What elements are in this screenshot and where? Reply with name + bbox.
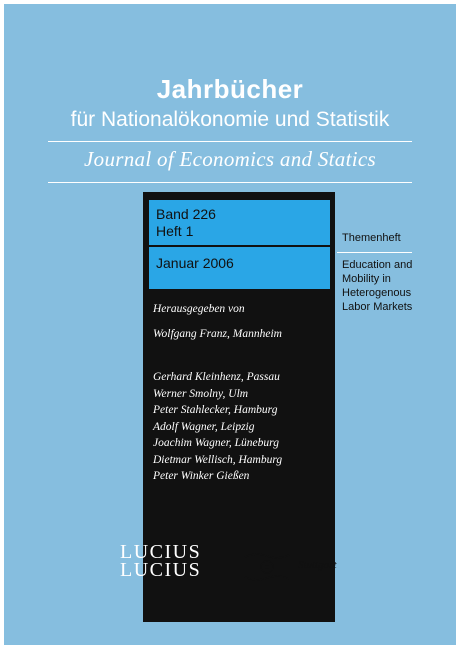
editor-item: Joachim Wagner, Lüneburg	[153, 437, 279, 449]
theme-topic-line: Labor Markets	[342, 301, 413, 313]
journal-subtitle: für Nationalökonomie und Statistik	[70, 108, 390, 131]
theme-topic-line: Mobility in	[342, 273, 391, 285]
journal-title: Jahrbücher	[156, 74, 304, 104]
publisher-logo-line: LUCIUS	[120, 541, 202, 563]
editor-item: Adolf Wagner, Leipzig	[153, 420, 255, 433]
issue-number: Heft 1	[156, 223, 194, 239]
editor-main: Wolfgang Franz, Mannheim	[153, 328, 282, 340]
editor-list	[153, 369, 282, 485]
editor-item: Gerhard Kleinhenz, Passau	[153, 371, 280, 383]
editor-item: Werner Smolny, Ulm	[153, 387, 249, 400]
book-cover	[4, 4, 456, 645]
publisher-city: Stuttgart	[298, 559, 337, 571]
volume-number: Band 226	[156, 206, 216, 222]
theme-rule	[337, 252, 412, 253]
theme-topic-line: Heterogenous	[342, 287, 412, 299]
journal-english-title: Journal of Economics and Statics	[84, 147, 376, 171]
theme-topic	[342, 258, 422, 314]
publisher-emblem-icon	[243, 551, 291, 588]
theme-issue-label: Themenheft	[342, 232, 401, 244]
publisher-logo	[120, 543, 201, 579]
title-rule-bottom	[48, 182, 412, 183]
theme-topic-line: Education and	[342, 259, 413, 271]
editor-item: Peter Stahlecker, Hamburg	[153, 404, 278, 416]
editors-heading: Herausgegeben von	[153, 303, 245, 315]
issue-info-box	[149, 200, 330, 289]
editor-item: Peter Winker Gießen	[153, 470, 250, 482]
issue-date: Januar 2006	[156, 255, 234, 271]
title-rule-top	[48, 141, 412, 142]
issue-box-divider	[149, 245, 330, 247]
publisher-logo-line: LUCIUS	[120, 559, 202, 581]
editor-item: Dietmar Wellisch, Hamburg	[153, 453, 283, 466]
